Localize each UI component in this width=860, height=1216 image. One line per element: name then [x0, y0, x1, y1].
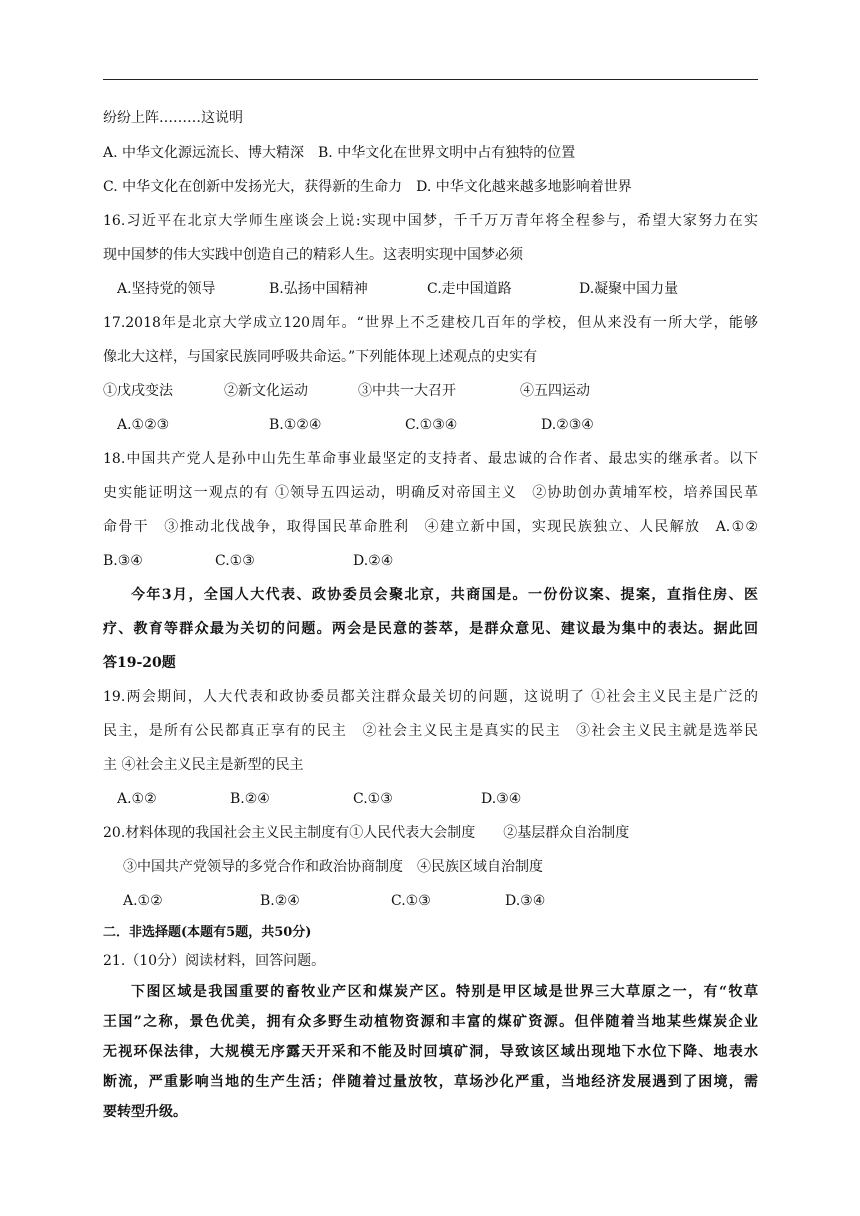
- q16-stem-line1: 16.习近平在北京大学师生座谈会上说:实现中国梦，千千万万青年将全程参与，希望大家努力在实: [103, 213, 758, 229]
- q19-stem-line1: 19.两会期间，人大代表和政协委员都关注群众最关切的问题，这说明了 ①社会主义民主是广泛的: [103, 689, 758, 705]
- q17-stem-line2: 像北大这样，与国家民族同呼吸共命运。”下列能体现上述观点的史实有: [103, 349, 538, 365]
- q19-option-b: B.②④: [230, 791, 270, 807]
- q16-stem-line2: 现中国梦的伟大实践中创造自己的精彩人生。这表明实现中国梦必须: [103, 247, 523, 263]
- q15-options-row2: [103, 177, 632, 197]
- q15-option-b: B. 中华文化在世界文明中占有独特的位置: [318, 145, 576, 161]
- q20-stem-line2: ③中国共产党领导的多党合作和政治协商制度 ④民族区域自治制度: [123, 859, 543, 875]
- material-line1: 今年3月，全国人大代表、政协委员会聚北京，共商国是。一份份议案、提案，直指住房、医: [131, 587, 758, 603]
- q20-option-a: A.①②: [123, 893, 163, 909]
- q17-option-d: D.②③④: [541, 417, 594, 433]
- q19-option-c: C.①③: [353, 791, 393, 807]
- q16-option-d: D.凝聚中国力量: [579, 281, 679, 297]
- q21-heading: 21.（10分）阅读材料，回答问题。: [103, 953, 326, 969]
- q19-stem-line3: 主 ④社会主义民主是新型的民主: [103, 757, 304, 773]
- q21-para-line1: 下图区域是我国重要的畜牧业产区和煤炭产区。特别是甲区域是世界三大草原之一，有“牧草: [131, 984, 758, 1000]
- q17-option-c: C.①③④: [405, 417, 458, 433]
- material-line2: 疗、教育等群众最为关切的问题。两会是民意的荟萃，是群众意见、建议最为集中的表达。据此回: [103, 621, 758, 637]
- q17-stem-line1: 17.2018年是北京大学成立120周年。“世界上不乏建校几百年的学校，但从来没有一所大学，能够: [103, 315, 758, 331]
- q18-stem-line2: 史实能证明这一观点的有 ①领导五四运动，明确反对帝国主义 ②协助创办黄埔军校，培养国民革: [103, 485, 758, 501]
- q21-para-line5: 要转型升级。: [103, 1104, 187, 1120]
- q16-option-b: B.弘扬中国精神: [269, 281, 368, 297]
- q18-stem-line3: 命骨干 ③推动北伐战争，取得国民革命胜利 ④建立新中国，实现民族独立、人民解放 A.①②: [103, 519, 758, 535]
- q15-tail: 纷纷上阵………这说明: [103, 110, 243, 126]
- q17-option-a: A.①②③: [117, 417, 170, 433]
- q17-item-2: ②新文化运动: [224, 383, 308, 399]
- q18-stem-line1: 18.中国共产党人是孙中山先生革命事业最坚定的支持者、最忠诚的合作者、最忠实的继承者。以下: [103, 451, 758, 467]
- q18-option-d: D.②④: [353, 553, 394, 569]
- q19-stem-line2: 民主，是所有公民都真正享有的民主 ②社会主义民主是真实的民主 ③社会主义民主就是选举民: [103, 723, 758, 739]
- q17-item-1: ①戊戌变法: [103, 383, 173, 399]
- q16-option-a: A.坚持党的领导: [117, 281, 216, 297]
- material-line3: 答19-20题: [103, 655, 176, 671]
- header-rule: [103, 79, 758, 80]
- q21-para-line2: 王国”之称，景色优美，拥有众多野生动植物资源和丰富的煤矿资源。但伴随着当地某些煤炭企业: [103, 1014, 758, 1030]
- q21-para-line4: 断流，严重影响当地的生产生活；伴随着过量放牧，草场沙化严重，当地经济发展遇到了困境，需: [103, 1074, 758, 1090]
- q15-option-d: D. 中华文化越来越多地影响着世界: [416, 179, 632, 195]
- q18-option-b: B.③④: [103, 553, 143, 569]
- section2-heading: 二．非选择题(本题有5题，共50分): [103, 925, 312, 940]
- q20-option-b: B.②④: [260, 893, 300, 909]
- q17-item-4: ④五四运动: [520, 383, 590, 399]
- q21-para-line3: 无视环保法律，大规模无序露天开采和不能及时回填矿洞，导致该区域出现地下水位下降、地表水: [103, 1044, 758, 1060]
- q17-option-b: B.①②④: [269, 417, 322, 433]
- q15-option-c: C. 中华文化在创新中发扬光大，获得新的生命力: [103, 179, 403, 195]
- q19-option-d: D.③④: [481, 791, 522, 807]
- q15-options-row1: [103, 143, 575, 163]
- q20-option-d: D.③④: [505, 893, 546, 909]
- q18-option-c: C.①③: [215, 553, 255, 569]
- q20-option-c: C.①③: [391, 893, 431, 909]
- q20-stem-line1: 20.材料体现的我国社会主义民主制度有①人民代表大会制度 ②基层群众自治制度: [103, 825, 630, 841]
- q15-option-a: A. 中华文化源远流长、博大精深: [103, 145, 305, 161]
- q17-item-3: ③中共一大召开: [358, 383, 456, 399]
- q19-option-a: A.①②: [117, 791, 157, 807]
- q16-option-c: C.走中国道路: [427, 281, 512, 297]
